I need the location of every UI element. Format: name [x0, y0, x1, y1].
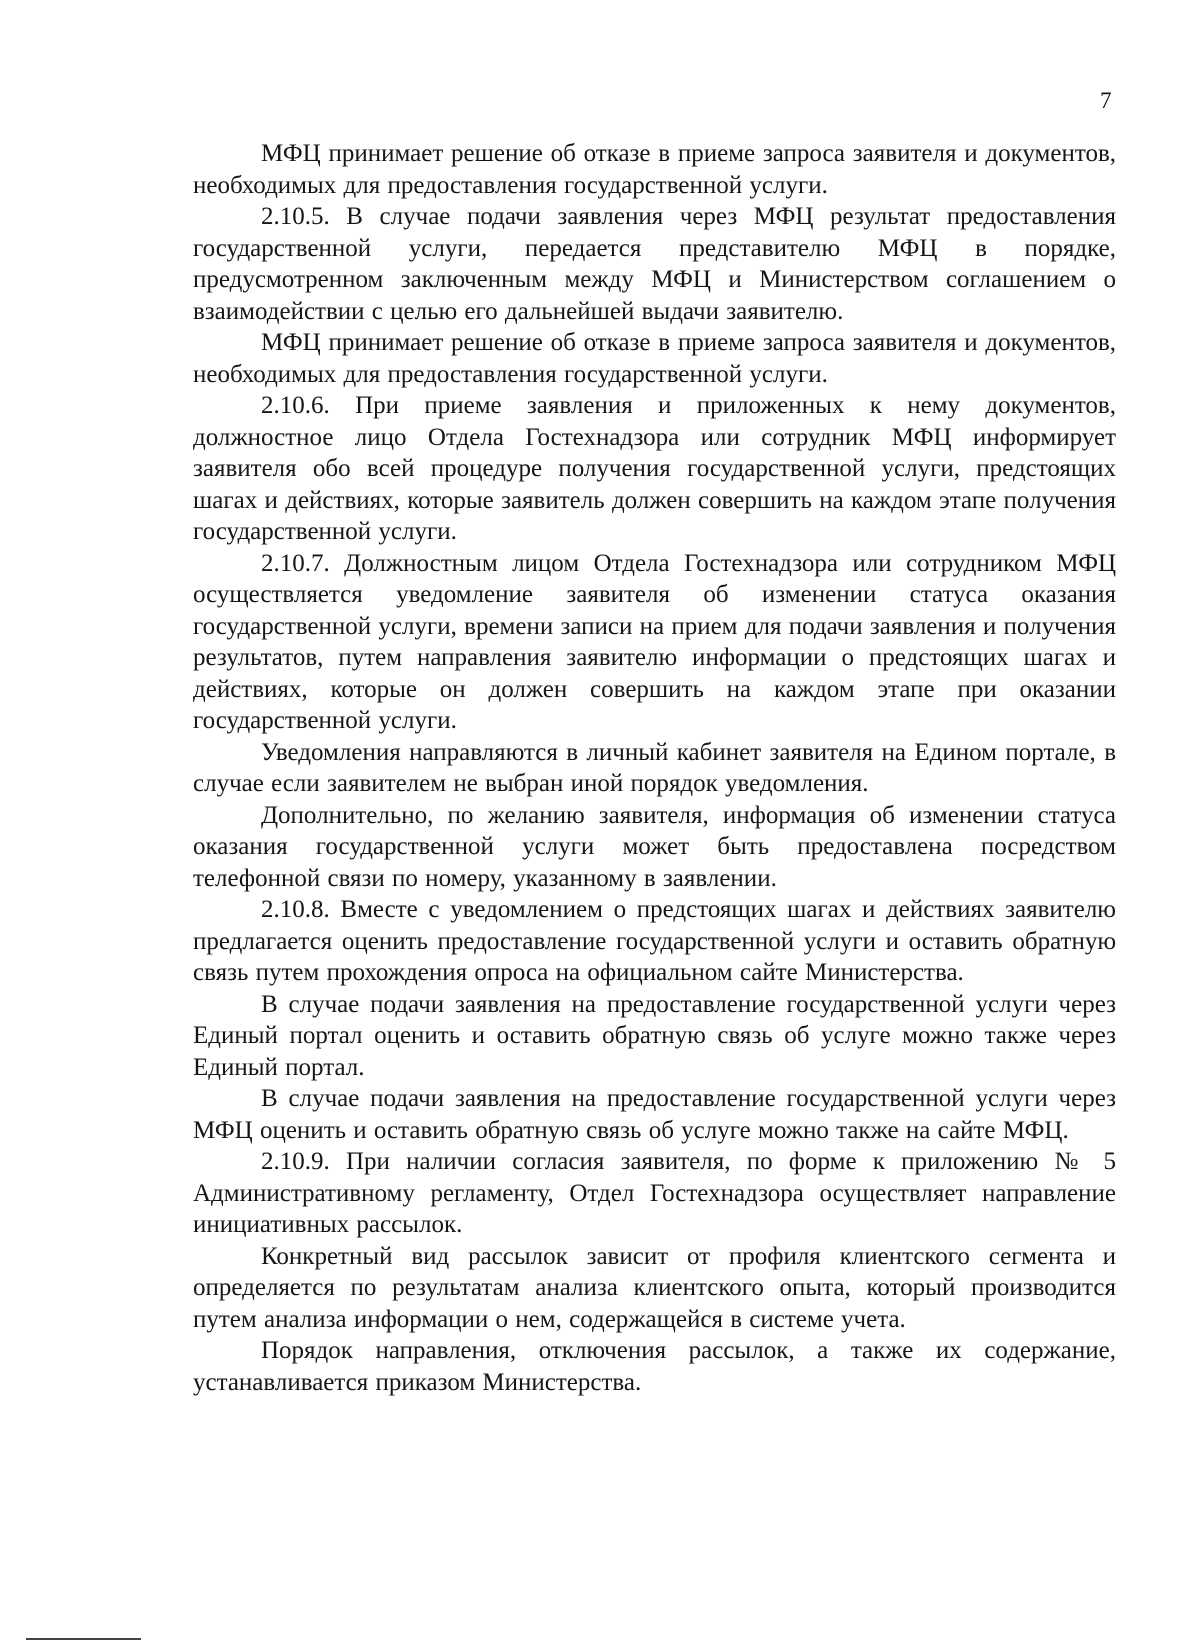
paragraph-2-10-5: 2.10.5. В случае подачи заявления через МФЦ результат предоставления государственной услуги, передается представителю МФЦ в порядке, предусмотренном заключенным между МФЦ и Министерством соглашением о взаимодействии с целью его дальнейшей выдачи заявителю. — [193, 203, 1116, 325]
paragraph-2-10-9: 2.10.9. При наличии согласия заявителя, по форме к приложению № 5 Административному регламенту, Отдел Гостехнадзора осуществляет направление инициативных рассылок. — [193, 1148, 1116, 1238]
paragraph: Конкретный вид рассылок зависит от профиля клиентского сегмента и определяется по результатам анализа клиентского опыта, который производится путем анализа информации о нем, содержащейся в системе учета. — [193, 1242, 1116, 1333]
paragraph: Порядок направления, отключения рассылок, а также их содержание, устанавливается приказом Министерства. — [193, 1337, 1116, 1396]
document-body — [193, 138, 1116, 1398]
paragraph: В случае подачи заявления на предоставление государственной услуги через МФЦ оценить и оставить обратную связь об услуге можно также на сайте МФЦ. — [193, 1085, 1116, 1144]
scan-edge-line — [26, 1638, 141, 1640]
paragraph-2-10-7: 2.10.7. Должностным лицом Отдела Гостехнадзора или сотрудником МФЦ осуществляется уведомление заявителя об изменении статуса оказания государственной услуги, времени записи на прием для подачи заявления и получения результатов, путем направления заявителю информации о предстоящих шагах и действиях, которые он должен совершить на каждом этапе при оказании государственной услуги. — [193, 549, 1116, 734]
page-number: 7 — [1100, 88, 1112, 113]
paragraph: В случае подачи заявления на предоставление государственной услуги через Единый портал оценить и оставить обратную связь об услуге можно также через Единый портал. — [193, 990, 1116, 1081]
paragraph: Дополнительно, по желанию заявителя, информация об изменении статуса оказания государственной услуги может быть предоставлена посредством телефонной связи по номеру, указанному в заявлении. — [193, 801, 1116, 892]
paragraph: МФЦ принимает решение об отказе в приеме запроса заявителя и документов, необходимых для предоставления государственной услуги. — [193, 329, 1116, 388]
paragraph-2-10-6: 2.10.6. При приеме заявления и приложенных к нему документов, должностное лицо Отдела Гостехнадзора или сотрудник МФЦ информирует заявителя обо всей процедуре получения государственной услуги, предстоящих шагах и действиях, которые заявитель должен совершить на каждом этапе получения государственной услуги. — [193, 392, 1116, 545]
paragraph: МФЦ принимает решение об отказе в приеме запроса заявителя и документов, необходимых для предоставления государственной услуги. — [193, 140, 1116, 199]
paragraph: Уведомления направляются в личный кабинет заявителя на Едином портале, в случае если заявителем не выбран иной порядок уведомления. — [193, 738, 1116, 797]
paragraph-2-10-8: 2.10.8. Вместе с уведомлением о предстоящих шагах и действиях заявителю предлагается оценить предоставление государственной услуги и оставить обратную связь путем прохождения опроса на официальном сайте Министерства. — [193, 896, 1116, 986]
